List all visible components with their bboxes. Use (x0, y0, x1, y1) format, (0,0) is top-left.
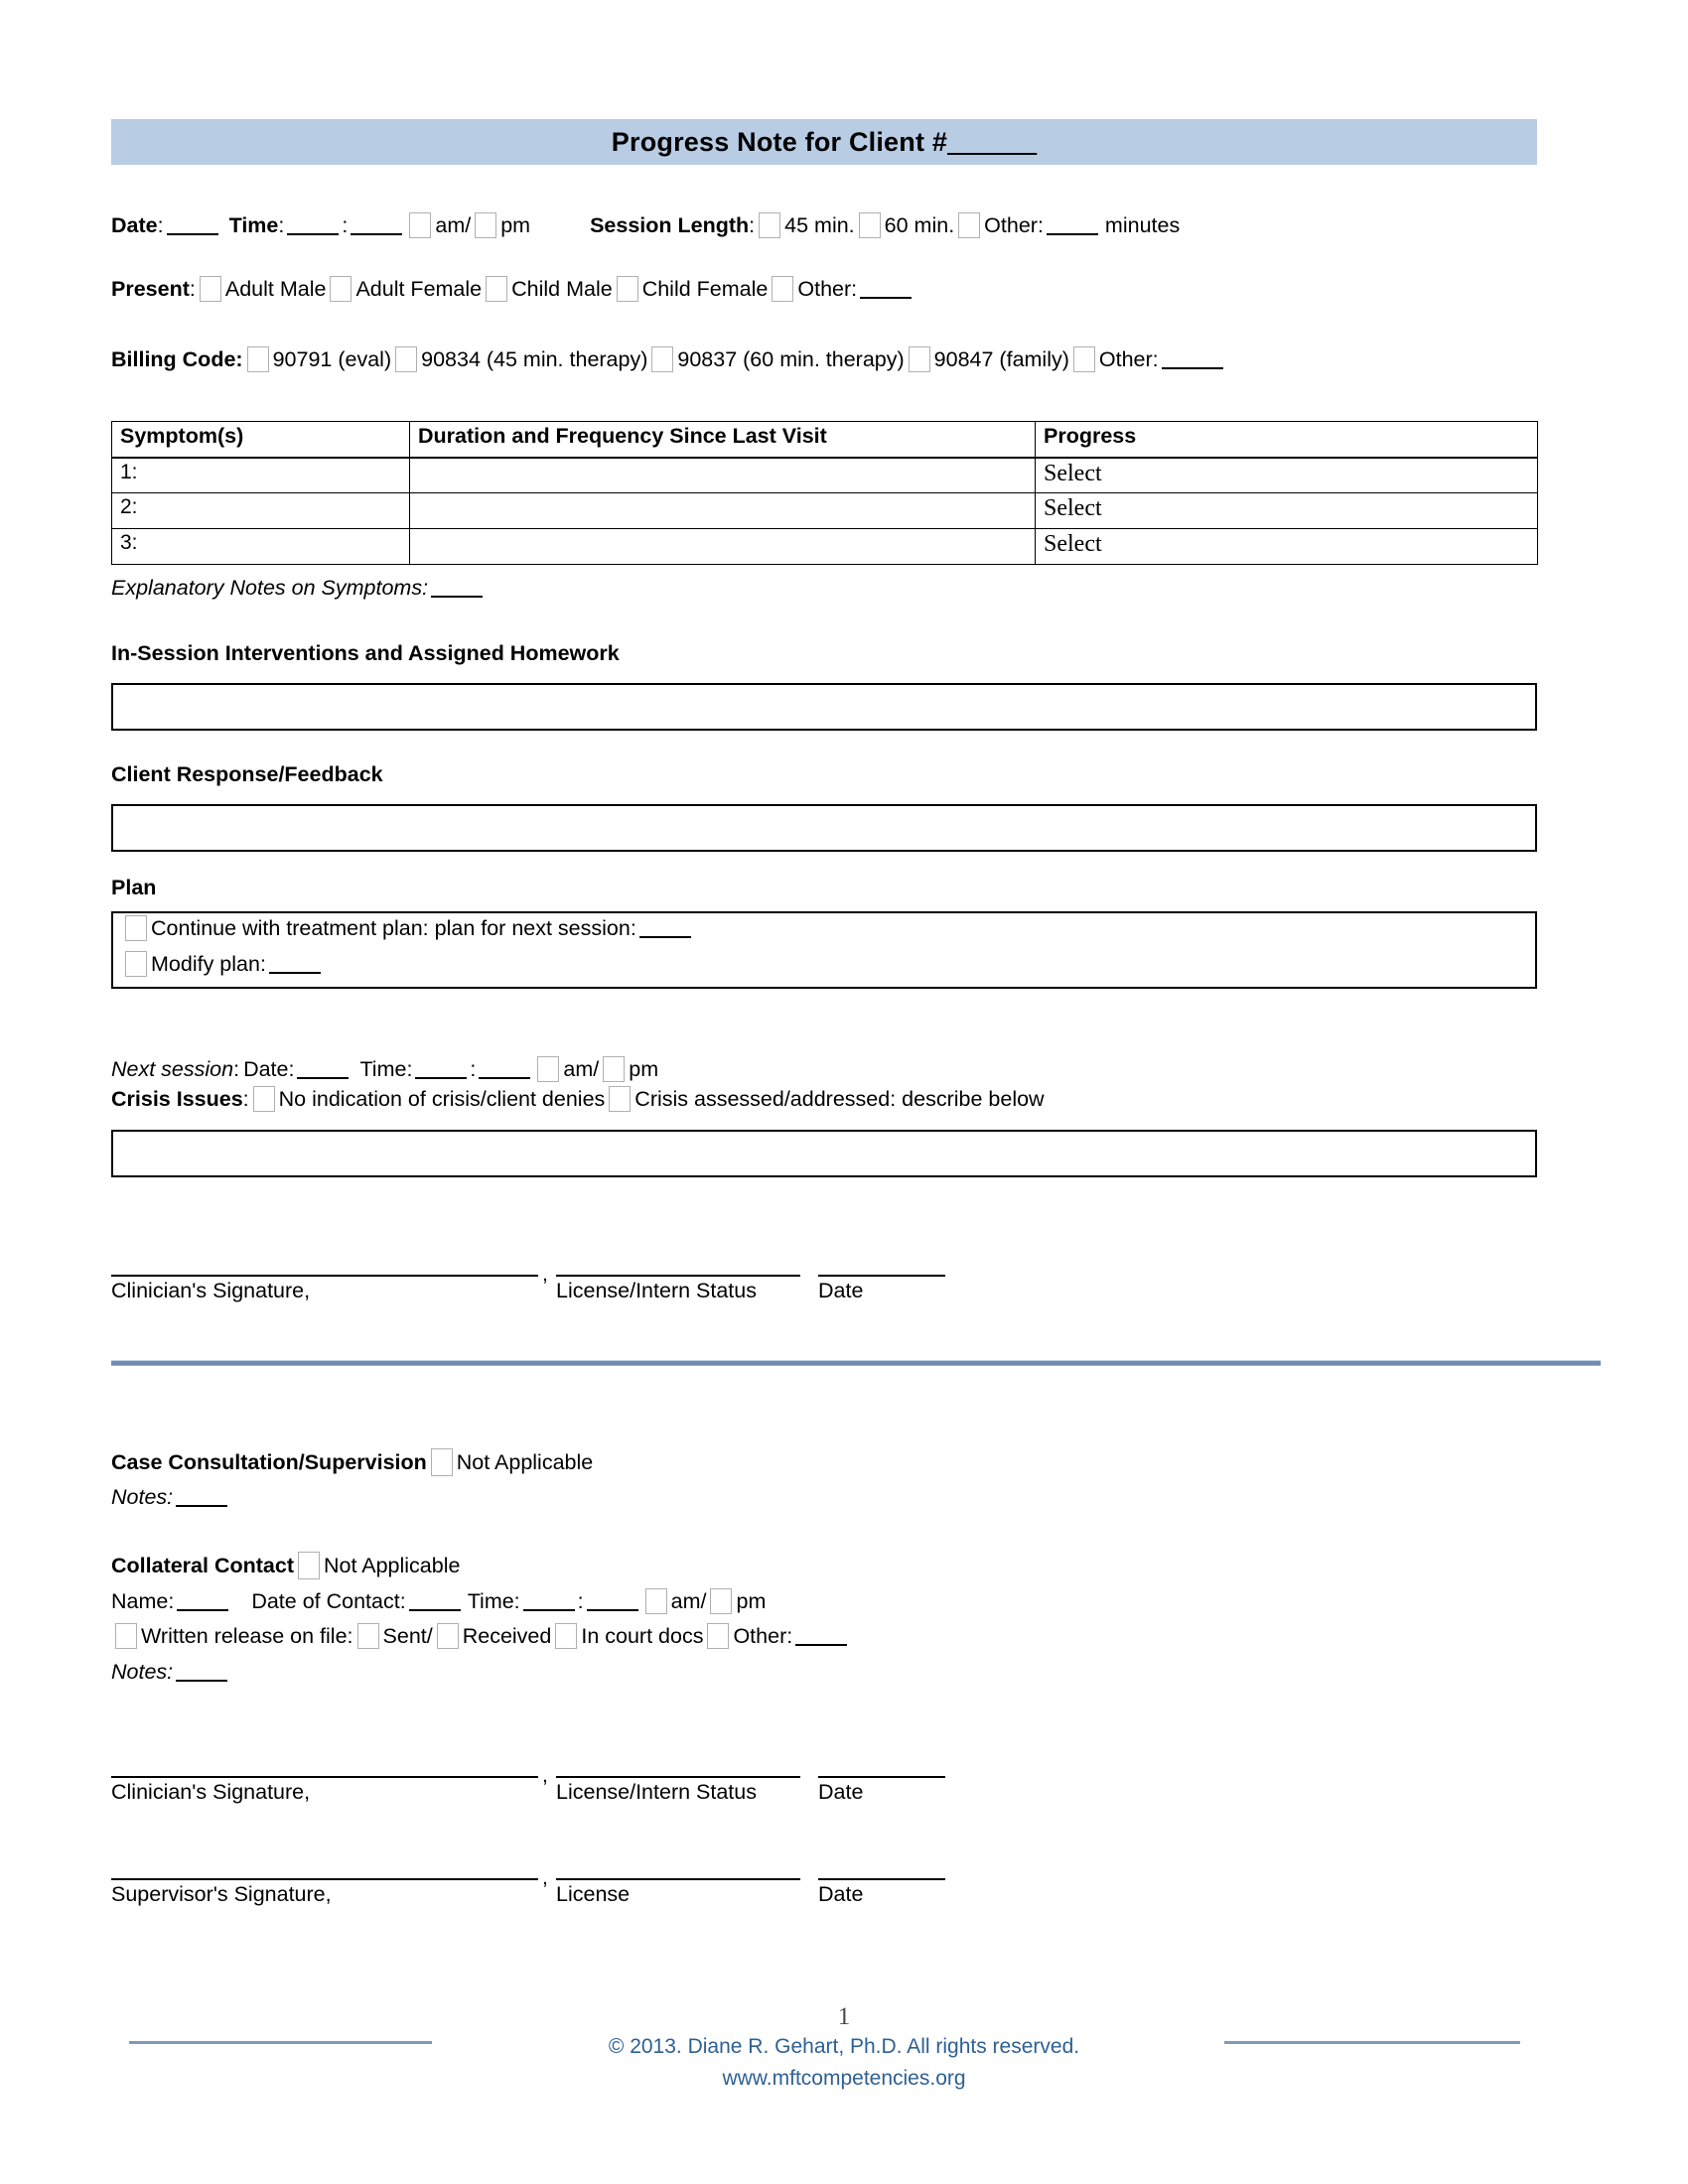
clinician-signature-label-bottom: Clinician's Signature, (111, 1780, 311, 1804)
checkbox-collateral-am[interactable] (645, 1588, 667, 1614)
date-input[interactable] (167, 216, 218, 235)
footer-website[interactable]: www.mftcompetencies.org (722, 2067, 966, 2090)
column-header-progress: Progress (1036, 422, 1538, 458)
collateral-date-label: Date of Contact: (251, 1589, 406, 1613)
session-length-label: Session Length (590, 213, 750, 237)
supervisor-license-label: License (556, 1882, 631, 1906)
pm-label: pm (500, 213, 531, 237)
present-other-input[interactable] (860, 280, 912, 299)
next-session-time-hour-input[interactable] (415, 1060, 467, 1079)
symptom-table-header-row (112, 422, 1538, 458)
symptom-row-1-duration[interactable] (410, 458, 1036, 493)
date-label: Date (111, 213, 158, 237)
signature-comma-top: , (542, 1263, 548, 1286)
plan-modify-input[interactable] (269, 955, 321, 974)
checkbox-am[interactable] (409, 212, 431, 238)
plan-box (111, 911, 1537, 989)
present-option-child-female: Child Female (641, 277, 769, 301)
written-release-label: Written release on file: (141, 1624, 353, 1648)
present-option-other: Other: (797, 277, 858, 301)
time-label: Time (228, 213, 279, 237)
billing-option-other: Other: (1098, 347, 1159, 371)
collateral-notes-input[interactable] (176, 1663, 227, 1682)
billing-option-90791: 90791 (eval) (272, 347, 392, 371)
checkbox-billing-90837[interactable] (651, 346, 673, 372)
checkbox-present-child-female[interactable] (617, 276, 638, 302)
present-label: Present (111, 277, 190, 301)
present-option-adult-male: Adult Male (224, 277, 327, 301)
case-consultation-na-label: Not Applicable (456, 1450, 594, 1474)
collateral-pm-label: pm (736, 1589, 767, 1613)
plan-continue-label: Continue with treatment plan: plan for next session: (151, 915, 636, 940)
collateral-name-label: Name: (111, 1589, 175, 1613)
plan-heading: Plan (111, 876, 157, 899)
case-consultation-notes-label: Notes: (111, 1485, 174, 1509)
symptom-row-3-number[interactable] (112, 529, 410, 565)
column-header-duration-frequency: Duration and Frequency Since Last Visit (410, 422, 1036, 458)
progress-select-2[interactable]: Select (1044, 495, 1102, 521)
signature-block-clinician-bottom (111, 1752, 1104, 1808)
time-hour-input[interactable] (287, 216, 339, 235)
crisis-issues-row: Crisis Issues : No indication of crisis/client denies Crisis assessed/addressed: describe below (111, 1087, 1045, 1111)
session-60-label: 60 min. (884, 213, 955, 237)
next-session-time-minute-input[interactable] (479, 1060, 530, 1079)
collateral-na-label: Not Applicable (323, 1554, 461, 1577)
client-number-blank[interactable]: ______ (947, 126, 1038, 157)
supervisor-signature-label: Supervisor's Signature, (111, 1882, 332, 1906)
next-session-row: Next session : Date: Time: : am/ pm (111, 1057, 659, 1081)
case-consultation-notes-row (111, 1483, 230, 1511)
am-label: am/ (435, 213, 472, 237)
collateral-contact-heading: Collateral Contact (111, 1554, 294, 1577)
case-consultation-heading: Case Consultation/Supervision (111, 1450, 427, 1474)
explanatory-notes-row (111, 574, 486, 602)
collateral-notes-label: Notes: (111, 1660, 174, 1684)
session-45-label: 45 min. (784, 213, 855, 237)
checkbox-present-other[interactable] (772, 276, 793, 302)
checkbox-next-session-am[interactable] (537, 1056, 559, 1082)
symptom-row-1-progress[interactable] (1036, 458, 1538, 493)
signature-rules-supervisor (111, 1854, 1104, 1889)
time-colon: : (342, 213, 349, 237)
release-other-label: Other: (733, 1624, 793, 1648)
interventions-heading: In-Session Interventions and Assigned Homework (111, 641, 620, 665)
symptom-2-label: 2: (120, 495, 138, 518)
collateral-contact-row (111, 1552, 460, 1579)
next-session-label: Next session (111, 1057, 234, 1081)
signature-block-top (111, 1251, 1104, 1306)
clinician-signature-label: Clinician's Signature, (111, 1279, 311, 1302)
plan-continue-row (121, 915, 694, 941)
checkbox-release-sent[interactable] (357, 1623, 379, 1649)
next-session-pm-label: pm (629, 1057, 659, 1081)
present-option-child-male: Child Male (511, 277, 613, 301)
collateral-name-input[interactable] (177, 1592, 228, 1611)
checkbox-present-adult-male[interactable] (200, 276, 221, 302)
checkbox-pm[interactable] (475, 212, 496, 238)
billing-other-input[interactable] (1162, 350, 1223, 369)
collateral-date-input[interactable] (409, 1592, 461, 1611)
signature-rules-top (111, 1251, 1104, 1286)
interventions-textarea[interactable] (111, 683, 1537, 731)
signature-labels-clinician-bottom (111, 1778, 1104, 1808)
checkbox-billing-90847[interactable] (909, 346, 930, 372)
collateral-contact-details-row: Name: Date of Contact: Time: : am/ pm (111, 1589, 767, 1613)
billing-option-90834: 90834 (45 min. therapy) (421, 347, 648, 371)
supervisor-date-label: Date (818, 1882, 864, 1906)
footer-copyright: © 2013. Diane R. Gehart, Ph.D. All rights reserved. (608, 2035, 1080, 2058)
signature-comma-supervisor: , (542, 1866, 548, 1889)
page-title (612, 127, 1037, 158)
checkbox-next-session-pm[interactable] (603, 1056, 625, 1082)
table-row (112, 529, 1538, 565)
crisis-option-none: No indication of crisis/client denies (278, 1087, 606, 1111)
signature-labels-supervisor (111, 1880, 1104, 1910)
checkbox-release-received[interactable] (437, 1623, 459, 1649)
checkbox-plan-modify[interactable] (125, 951, 147, 977)
checkbox-release-other[interactable] (707, 1623, 729, 1649)
symptom-row-2-number[interactable] (112, 493, 410, 529)
checkbox-session-60[interactable] (859, 212, 881, 238)
plan-continue-input[interactable] (639, 919, 691, 938)
billing-option-90847: 90847 (family) (933, 347, 1069, 371)
page-title-text: Progress Note for Client # (611, 126, 948, 157)
time-minute-input[interactable] (351, 216, 402, 235)
case-consultation-notes-input[interactable] (176, 1488, 227, 1507)
checkbox-crisis-assessed[interactable] (609, 1086, 631, 1112)
symptom-3-label: 3: (120, 531, 138, 554)
release-received-label: Received (462, 1624, 552, 1648)
crisis-description-textarea[interactable] (111, 1130, 1537, 1177)
symptom-row-1-number[interactable] (112, 458, 410, 493)
progress-select-1[interactable]: Select (1044, 460, 1102, 486)
collateral-am-label: am/ (670, 1589, 707, 1613)
next-session-time-label: Time: (359, 1057, 413, 1081)
checkbox-present-adult-female[interactable] (330, 276, 352, 302)
document-title-bar (111, 119, 1537, 165)
client-response-textarea[interactable] (111, 804, 1537, 852)
symptom-table (111, 421, 1538, 565)
checkbox-session-other[interactable] (958, 212, 980, 238)
checkbox-release-court-docs[interactable] (555, 1623, 577, 1649)
checkbox-plan-continue[interactable] (125, 915, 147, 941)
release-court-docs-label: In court docs (581, 1624, 704, 1648)
checkbox-collateral-na[interactable] (298, 1552, 320, 1579)
symptom-row-2-duration[interactable] (410, 493, 1036, 529)
next-session-date-input[interactable] (297, 1060, 349, 1079)
collateral-time-hour-input[interactable] (523, 1592, 575, 1611)
collateral-time-minute-input[interactable] (587, 1592, 638, 1611)
next-session-am-label: am/ (563, 1057, 600, 1081)
collateral-release-row (111, 1622, 850, 1650)
billing-code-label: Billing Code: (111, 347, 243, 371)
checkbox-crisis-none[interactable] (253, 1086, 275, 1112)
crisis-option-assessed: Crisis assessed/addressed: describe below (634, 1087, 1045, 1111)
checkbox-case-consultation-na[interactable] (431, 1448, 453, 1476)
client-response-heading: Client Response/Feedback (111, 762, 383, 786)
table-row (112, 493, 1538, 529)
progress-select-3[interactable]: Select (1044, 531, 1102, 557)
explanatory-notes-input[interactable] (431, 579, 483, 598)
symptom-1-label: 1: (120, 460, 138, 483)
billing-code-row (111, 345, 1226, 373)
checkbox-written-release[interactable] (115, 1623, 137, 1649)
symptom-row-3-progress[interactable] (1036, 529, 1538, 565)
case-consultation-row (111, 1448, 593, 1476)
signature-date-label-bottom: Date (818, 1780, 864, 1804)
signature-comma-clinician-bottom: , (542, 1764, 548, 1787)
collateral-time-label: Time: (467, 1589, 520, 1613)
present-option-adult-female: Adult Female (355, 277, 483, 301)
checkbox-collateral-pm[interactable] (710, 1588, 732, 1614)
session-other-input[interactable] (1047, 216, 1098, 235)
date-time-session-row: Date : Time : : am/ pm Session Length : 45 min. 60 min. Other: minutes (111, 213, 1181, 237)
plan-modify-row (121, 951, 324, 977)
section-divider (111, 1360, 1601, 1366)
license-status-label: License/Intern Status (556, 1279, 757, 1302)
symptom-row-2-progress[interactable] (1036, 493, 1538, 529)
checkbox-billing-90834[interactable] (395, 346, 417, 372)
signature-block-supervisor (111, 1854, 1104, 1910)
release-other-input[interactable] (795, 1627, 847, 1646)
next-session-date-label: Date: (243, 1057, 295, 1081)
collateral-notes-row (111, 1658, 230, 1686)
signature-date-label: Date (818, 1279, 864, 1302)
license-status-label-bottom: License/Intern Status (556, 1780, 757, 1804)
page-number: 1 (837, 2003, 851, 2030)
crisis-issues-label: Crisis Issues (111, 1087, 243, 1111)
table-row (112, 458, 1538, 493)
checkbox-present-child-male[interactable] (486, 276, 507, 302)
present-row: Present : Adult Male Adult Female Child Male Child Female Other: (111, 275, 914, 303)
symptom-row-3-duration[interactable] (410, 529, 1036, 565)
billing-option-90837: 90837 (60 min. therapy) (677, 347, 905, 371)
plan-modify-label: Modify plan: (151, 951, 266, 976)
signature-rules-clinician-bottom (111, 1752, 1104, 1787)
column-header-symptoms: Symptom(s) (112, 422, 410, 458)
checkbox-billing-other[interactable] (1073, 346, 1095, 372)
explanatory-notes-label: Explanatory Notes on Symptoms: (111, 576, 429, 600)
checkbox-session-45[interactable] (759, 212, 780, 238)
minutes-label: minutes (1104, 213, 1181, 237)
signature-labels-top (111, 1277, 1104, 1306)
release-sent-label: Sent/ (382, 1624, 433, 1648)
checkbox-billing-90791[interactable] (247, 346, 269, 372)
session-other-label: Other: (984, 213, 1044, 237)
